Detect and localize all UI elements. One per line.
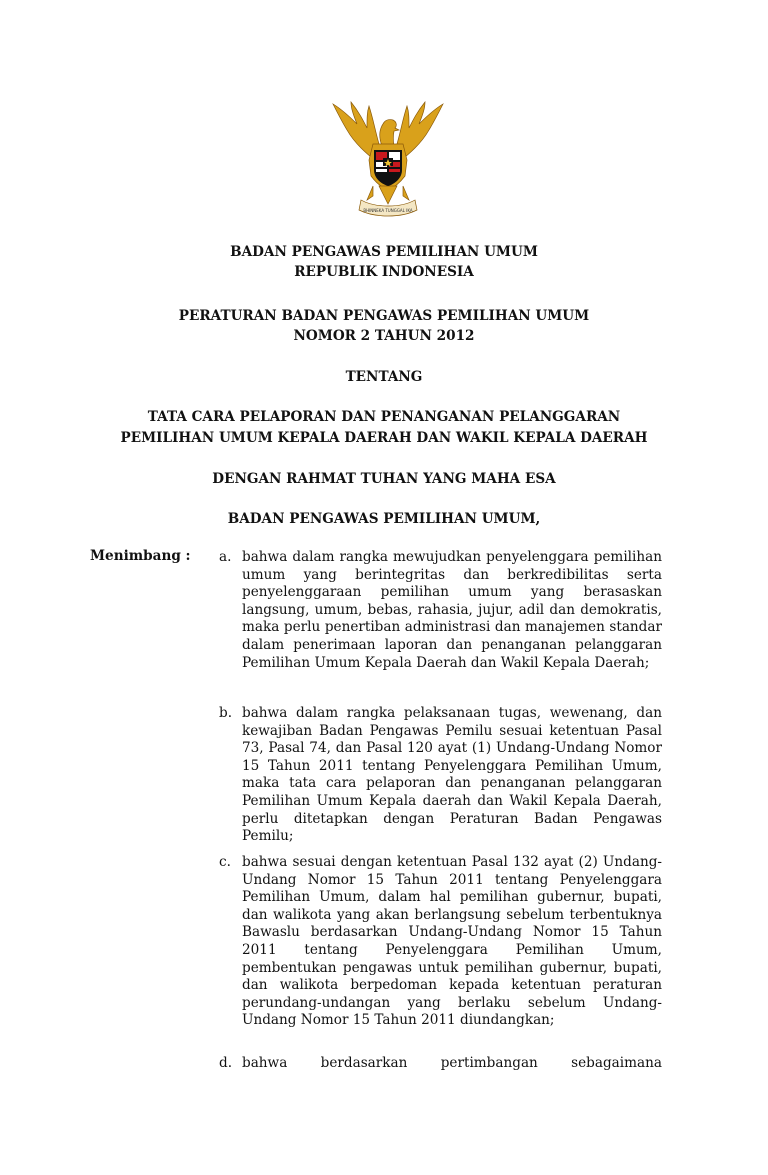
blessing-line: DENGAN RAHMAT TUHAN YANG MAHA ESA [212,471,556,487]
item-marker: d. [219,1055,233,1071]
item-marker: a. [219,549,232,565]
item-text: bahwa dalam rangka pelaksanaan tugas, wewenang, dan kewajiban Badan Pengawas Pemilu sesuai ketentuan Pasal 73, Pasal 74, dan Pasal 120 ayat (1) Undang-Undang Nomor 15 Tahun 2011 tentang Penyelenggara Pemilihan Umum, maka tata cara pelaporan dan penanganan pelanggaran Pemilihan Umum Kepala daerah dan Wakil Kepala Daerah, perlu ditetapkan dengan Peraturan Badan Pengawas Pemilu; [242,705,662,845]
item-text: bahwa berdasarkan pertimbangan sebagaimana [242,1055,662,1071]
considering-item-a [219,549,662,672]
about-heading: TENTANG [345,369,423,385]
subject-line-1: TATA CARA PELAPORAN DAN PENANGANAN PELANGGARAN [147,409,621,425]
considering-item-c [219,854,662,1030]
item-text: bahwa sesuai dengan ketentuan Pasal 132 ayat (2) Undang-Undang Nomor 15 Tahun 2011 tentang Penyelenggara Pemilihan Umum, dalam hal pemilihan gubernur, bupati, dan walikota yang akan berlangsung sebelum terbentuknya Bawaslu berdasarkan Undang-Undang Nomor 15 Tahun 2011 tentang Penyelenggara Pemilihan Umum, pembentukan pengawas untuk pemilihan gubernur, bupati, dan walikota berpedoman kepada ketentuan peraturan perundang-undangan yang berlaku sebelum Undang-Undang Nomor 15 Tahun 2011 diundangkan; [242,854,662,1029]
item-marker: b. [219,705,233,721]
subject-line-2: PEMILIHAN UMUM KEPALA DAERAH DAN WAKIL KEPALA DAERAH [120,430,648,446]
garuda-pancasila-emblem [327,100,449,224]
list-item [219,854,662,1030]
country-name: REPUBLIK INDONESIA [294,264,474,280]
regulation-number: NOMOR 2 TAHUN 2012 [293,328,475,344]
agency-name: BADAN PENGAWAS PEMILIHAN UMUM [230,244,538,260]
considering-label: Menimbang : [90,548,191,564]
regulation-title: PERATURAN BADAN PENGAWAS PEMILIHAN UMUM [178,308,590,324]
item-marker: c. [219,854,231,870]
svg-text:BHINNEKA TUNGGAL IKA: BHINNEKA TUNGGAL IKA [363,208,413,213]
list-item [219,705,662,846]
issuer-line: BADAN PENGAWAS PEMILIHAN UMUM, [227,511,541,527]
list-item [219,1055,662,1073]
list-item [219,549,662,672]
considering-item-b [219,705,662,846]
item-text: bahwa dalam rangka mewujudkan penyelenggara pemilihan umum yang berintegritas dan berkredibilitas serta penyelenggaraan pemilihan umum yang berasaskan langsung, umum, bebas, rahasia, jujur, adil dan demokratis, maka perlu penertiban administrasi dan manajemen standar dalam penerimaan laporan dan penanganan pelanggaran Pemilihan Umum Kepala Daerah dan Wakil Kepala Daerah; [242,549,662,671]
considering-item-d [219,1055,662,1073]
